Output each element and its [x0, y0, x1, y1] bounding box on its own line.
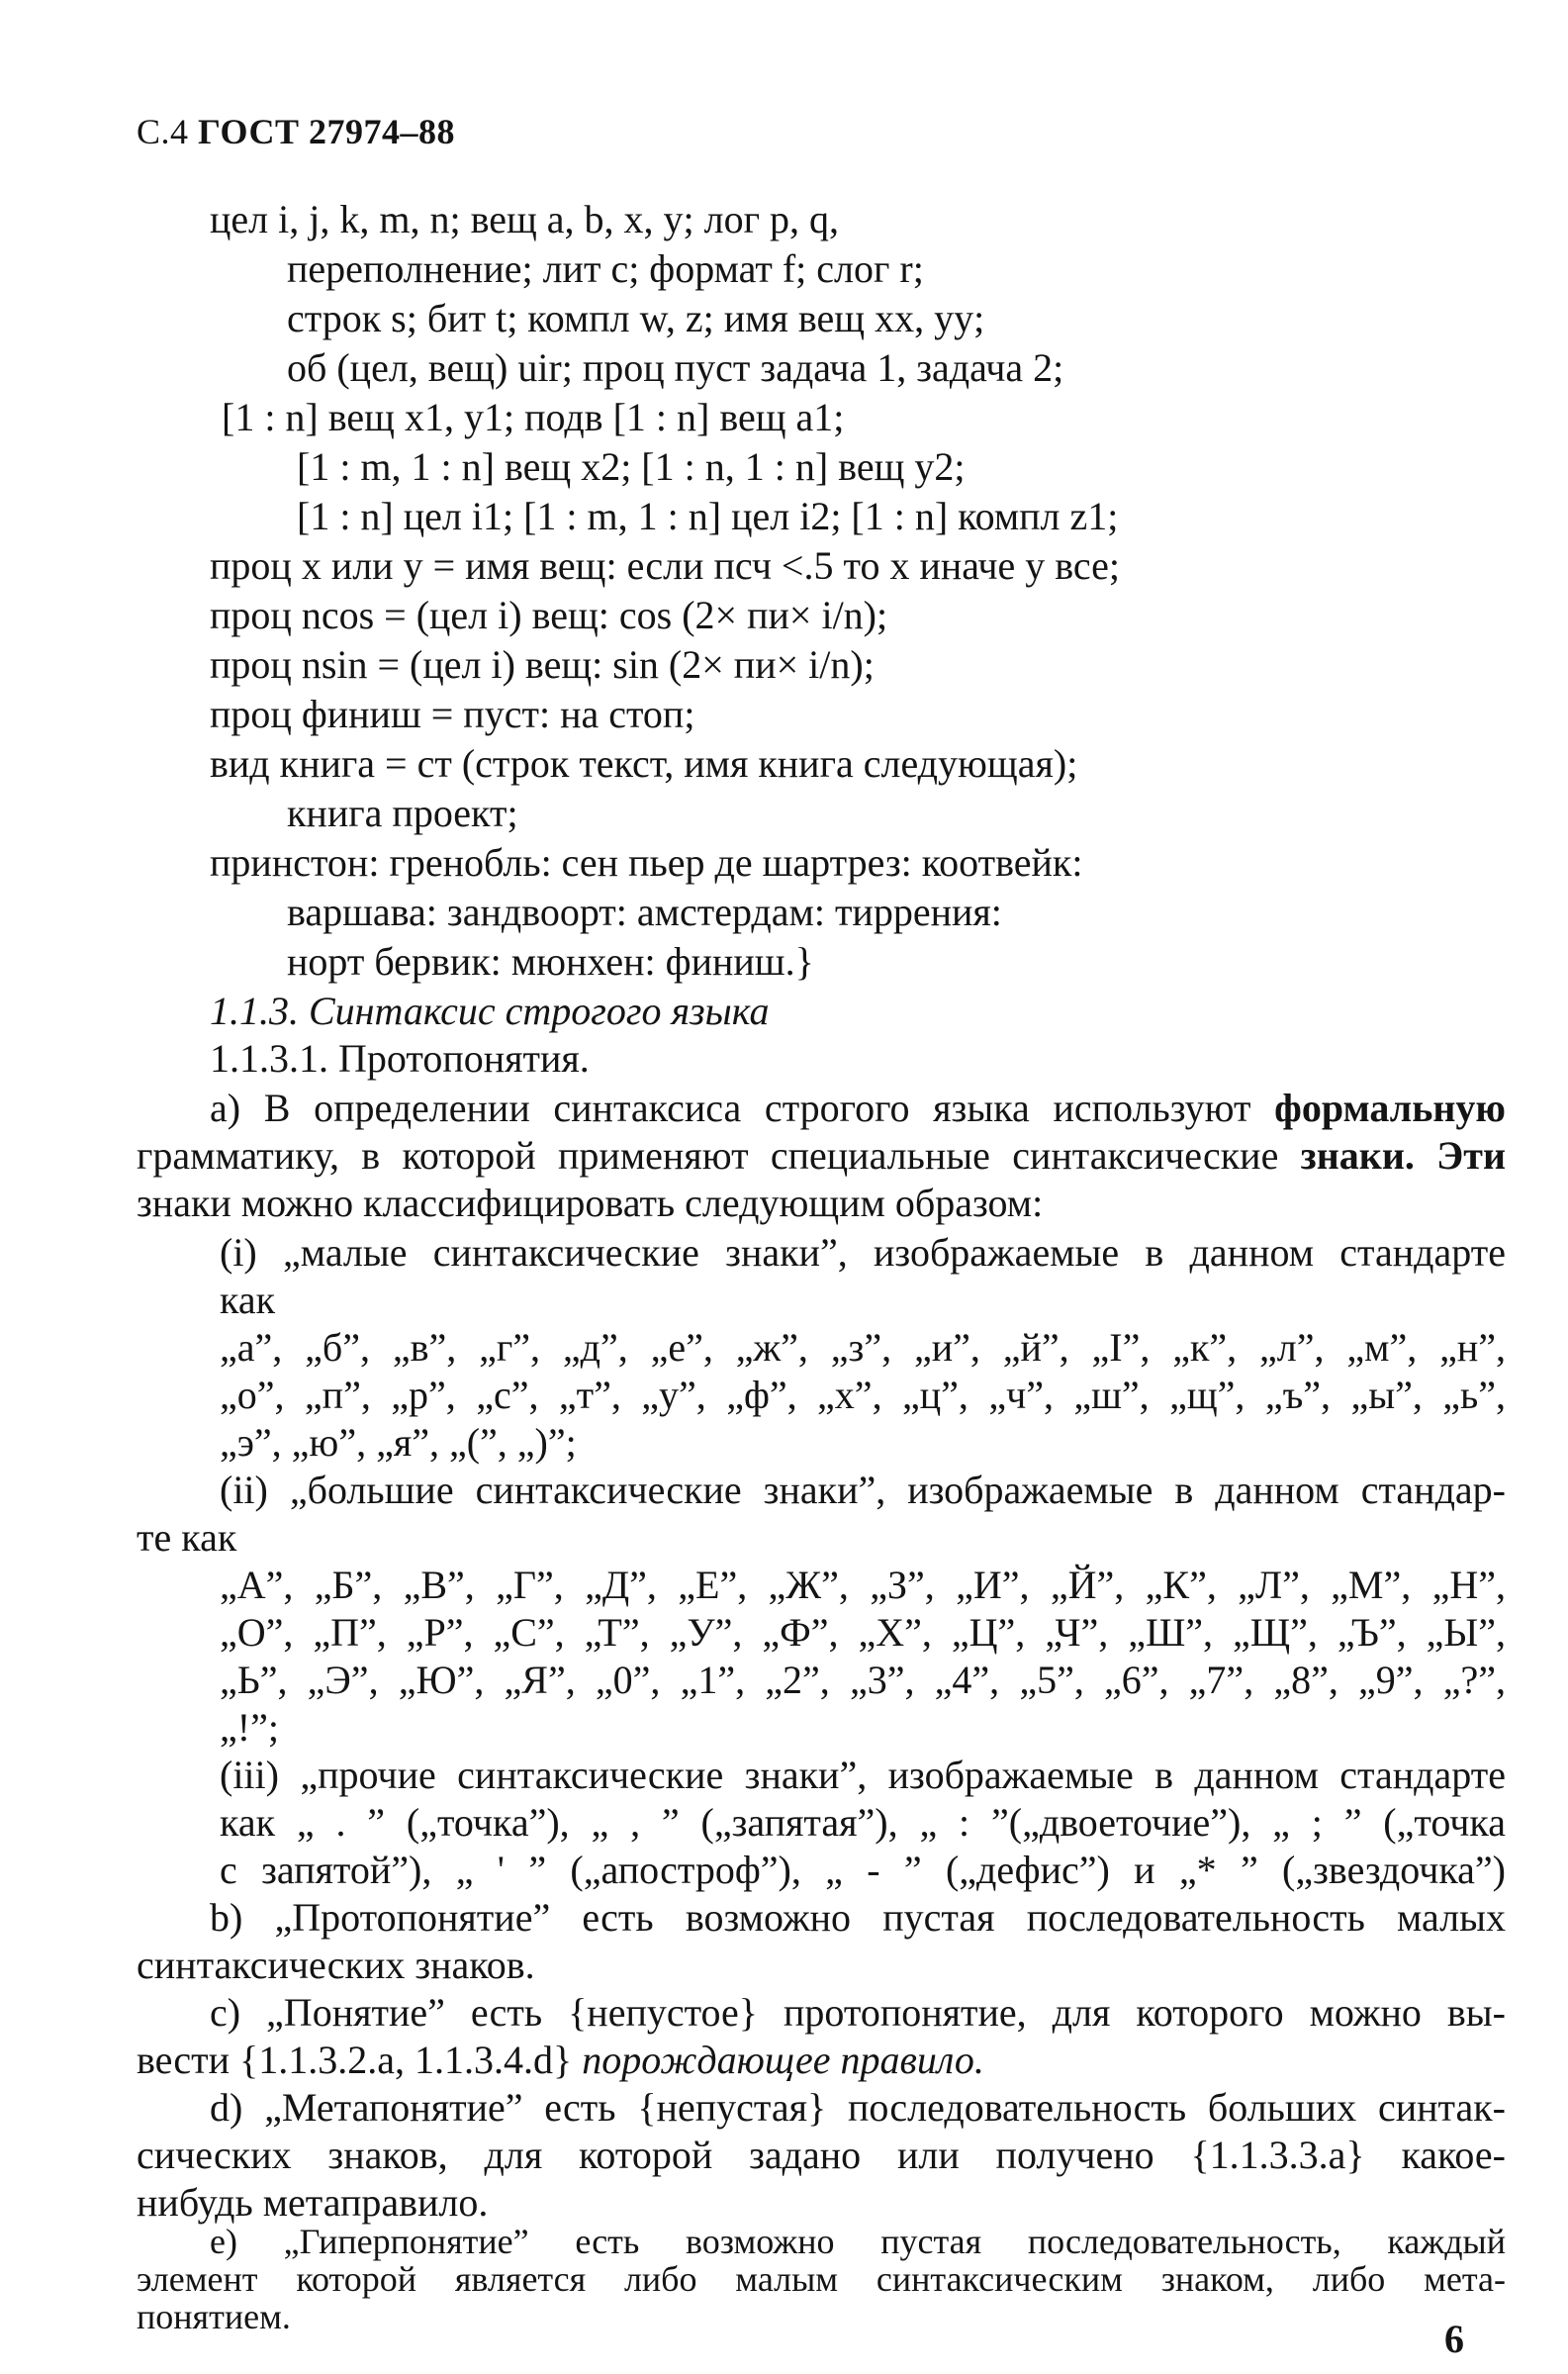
para-a-line: знаки можно классифицировать следующим образом:	[137, 1181, 1044, 1225]
code-line: проц ncos = (цел i) вещ: cos (2× пи× i/n);	[210, 593, 888, 637]
subsection-title: 1.1.3.1. Протопонятия.	[210, 1036, 590, 1081]
para-d-line: d) „Метапонятие” есть {непустая} последовательность больших синтак-	[210, 2085, 1506, 2130]
code-line: [1 : m, 1 : n] вещ x2; [1 : n, 1 : n] вещ y2;	[297, 444, 966, 489]
code-line: [1 : n] вещ x1, y1; подв [1 : n] вещ a1;	[222, 395, 845, 439]
code-line: переполнение; лит c; формат f; слог r;	[287, 246, 924, 291]
small-signs-line: „а”, „б”, „в”, „г”, „д”, „е”, „ж”, „з”, „и”, „й”, „I”, „к”, „л”, „м”, „н”,	[220, 1325, 1506, 1370]
item-ii-line: (ii) „большие синтаксические знаки”, изображаемые в данном стандар-	[220, 1468, 1506, 1512]
large-signs-line: „А”, „Б”, „В”, „Г”, „Д”, „Е”, „Ж”, „З”, „И”, „Й”, „К”, „Л”, „М”, „Н”,	[220, 1563, 1506, 1607]
standard-code: ГОСТ 27974–88	[198, 112, 455, 151]
item-i-line: (i) „малые синтаксические знаки”, изображаемые в данном стандарте	[220, 1230, 1506, 1275]
code-line: варшава: зандвоорт: амстердам: тиррения:	[287, 890, 1002, 934]
item-iii-line: с запятой”), „ ' ” („апостроф”), „ - ” („дефис”) и „* ” („звездочка”)	[220, 1848, 1506, 1892]
section-title: 1.1.3. Синтаксис строгого языка	[210, 989, 770, 1033]
para-c-line: c) „Понятие” есть {непустое} протопонятие, для которого можно вы-	[210, 1990, 1506, 2035]
item-ii-line: те как	[137, 1515, 237, 1560]
small-signs-line: „э”, „ю”, „я”, „(”, „)”;	[220, 1420, 577, 1465]
page-number: 6	[1444, 2317, 1464, 2361]
para-e-line: e) „Гиперпонятие” есть возможно пустая последовательность, каждый	[210, 2222, 1506, 2261]
large-signs-line: „!”;	[220, 1705, 279, 1750]
para-e-line: элемент которой является либо малым синтаксическим знаком, либо мета-	[137, 2259, 1506, 2299]
code-line: проц nsin = (цел i) вещ: sin (2× пи× i/n);	[210, 642, 875, 687]
item-iii-line: как „ . ” („точка”), „ , ” („запятая”), „ : ”(„двоеточие”), „ ; ” („точка	[220, 1800, 1506, 1845]
para-a-line: a) В определении синтаксиса строгого языка используют формальную	[210, 1086, 1506, 1130]
code-line: проц x или y = имя вещ: если псч <.5 то x иначе y все;	[210, 543, 1121, 588]
para-e-line: понятием.	[137, 2297, 291, 2336]
code-line: строк s; бит t; компл w, z; имя вещ xx, yy;	[287, 296, 985, 340]
large-signs-line: „О”, „П”, „Р”, „С”, „Т”, „У”, „Ф”, „Х”, „Ц”, „Ч”, „Ш”, „Щ”, „Ъ”, „Ы”,	[220, 1610, 1506, 1655]
para-b-line: b) „Протопонятие” есть возможно пустая последовательность малых	[210, 1895, 1506, 1940]
item-iii-line: (iii) „прочие синтаксические знаки”, изображаемые в данном стандарте	[220, 1753, 1506, 1797]
code-line: норт бервик: мюнхен: финиш.}	[287, 939, 814, 984]
code-line: проц финиш = пуст: на стоп;	[210, 692, 695, 736]
code-line: об (цел, вещ) uir; проц пуст задача 1, задача 2;	[287, 345, 1064, 390]
code-line: вид книга = ст (строк текст, имя книга следующая);	[210, 741, 1078, 786]
code-line: [1 : n] цел i1; [1 : m, 1 : n] цел i2; [1 : n] компл z1;	[297, 494, 1119, 538]
para-c-line: вести {1.1.3.2.a, 1.1.3.4.d} порождающее правило.	[137, 2038, 984, 2082]
para-a-line: грамматику, в которой применяют специальные синтаксические знаки. Эти	[137, 1133, 1507, 1178]
code-line: цел i, j, k, m, n; вещ a, b, x, y; лог p, q,	[210, 197, 840, 241]
para-b-line: синтаксических знаков.	[137, 1943, 535, 1987]
small-signs-line: „о”, „п”, „р”, „с”, „т”, „у”, „ф”, „х”, „ц”, „ч”, „ш”, „щ”, „ъ”, „ы”, „ь”,	[220, 1373, 1506, 1417]
large-signs-line: „Ь”, „Э”, „Ю”, „Я”, „0”, „1”, „2”, „3”, „4”, „5”, „6”, „7”, „8”, „9”, „?”,	[220, 1658, 1506, 1702]
para-d-line: нибудь метаправило.	[137, 2180, 489, 2225]
item-i-line: как	[220, 1278, 276, 1322]
code-line: книга проект;	[287, 791, 518, 835]
page-ref: С.4	[137, 112, 189, 151]
para-d-line: сических знаков, для которой задано или получено {1.1.3.3.a} какое-	[137, 2133, 1506, 2177]
page-header	[137, 111, 455, 152]
code-line: принстон: гренобль: сен пьер де шартрез: коотвейк:	[210, 840, 1083, 885]
